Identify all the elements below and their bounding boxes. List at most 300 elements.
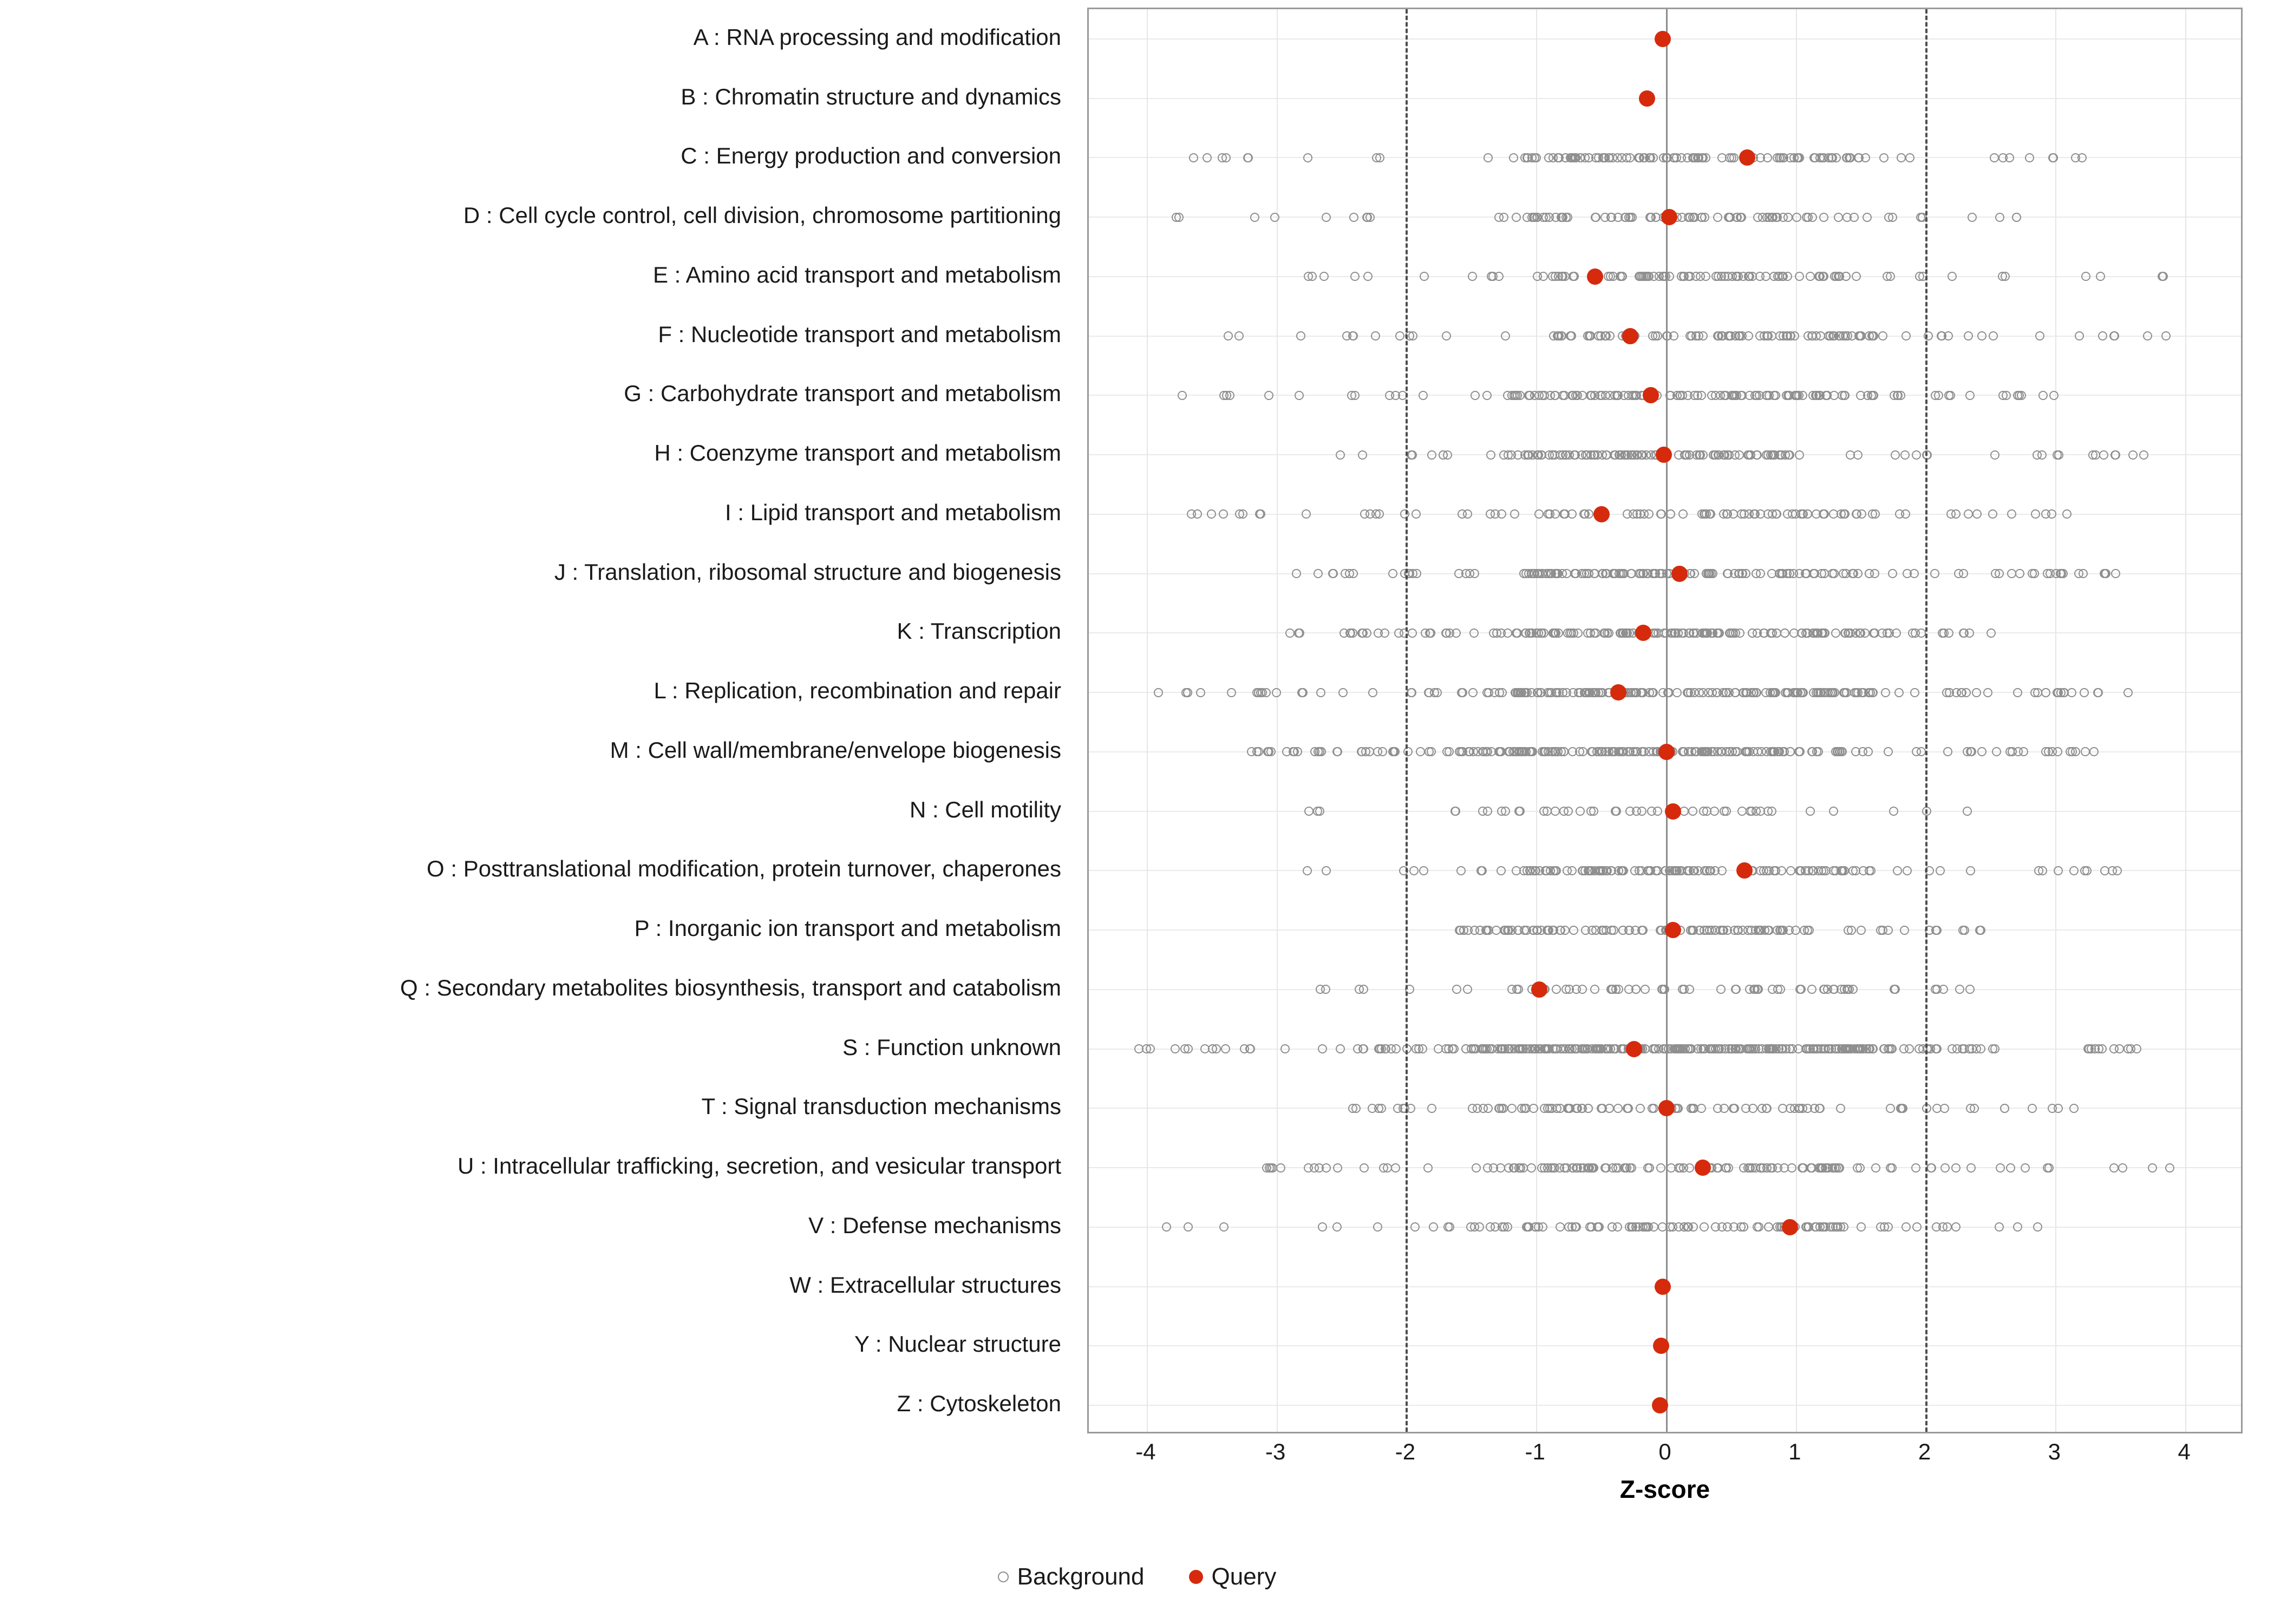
background-point (1966, 1163, 1976, 1173)
background-point (2001, 272, 2010, 281)
background-point (2161, 331, 2171, 340)
query-point (1652, 1397, 1668, 1413)
background-point (1870, 569, 1879, 578)
background-point (1966, 866, 1975, 875)
background-point (1901, 331, 1911, 340)
background-point (2013, 1222, 2022, 1232)
background-point (1373, 1222, 1382, 1232)
background-point (1739, 1222, 1748, 1232)
background-point (1893, 866, 1902, 875)
query-point (1665, 922, 1681, 938)
background-point (1548, 628, 1558, 638)
background-point (1657, 509, 1666, 519)
background-point (1851, 866, 1860, 875)
background-point (1819, 153, 1828, 162)
background-point (1525, 747, 1534, 756)
background-point (1351, 1104, 1361, 1113)
background-point (1388, 569, 1397, 578)
background-point (1304, 807, 1314, 816)
background-point (1640, 153, 1649, 162)
background-point (1316, 688, 1325, 697)
background-point (1565, 628, 1574, 638)
background-point (1900, 926, 1909, 935)
background-point (1911, 1163, 1920, 1173)
background-point (1995, 569, 2004, 578)
background-point (1295, 391, 1304, 400)
category-label: K : Transcription (897, 618, 1061, 644)
background-point (1637, 807, 1646, 816)
background-point (1224, 331, 1233, 340)
background-point (1262, 1163, 1271, 1173)
background-point (1451, 807, 1460, 816)
background-point (1752, 807, 1761, 816)
x-axis-ticks (1087, 1436, 2243, 1474)
background-point (1889, 807, 1898, 816)
background-point (1983, 688, 1992, 697)
background-point (1250, 213, 1259, 222)
background-point (1656, 926, 1665, 935)
background-point (1713, 213, 1722, 222)
background-point (1613, 1104, 1623, 1113)
background-point (1539, 807, 1548, 816)
background-point (1546, 391, 1555, 400)
background-point (1820, 688, 1829, 697)
background-point (1685, 450, 1694, 460)
background-point (1544, 153, 1553, 162)
background-point (1322, 1163, 1331, 1173)
background-point (1806, 807, 1815, 816)
background-marker-icon (998, 1571, 1009, 1582)
background-point (1552, 985, 1561, 994)
background-point (2054, 866, 2063, 875)
background-point (2049, 153, 2058, 162)
background-point (1868, 1044, 1878, 1053)
background-point (1537, 688, 1546, 697)
query-point (1643, 387, 1659, 403)
background-point (1884, 747, 1893, 756)
background-point (1806, 272, 1815, 281)
background-point (2031, 509, 2040, 519)
background-point (1767, 331, 1776, 340)
background-point (1557, 331, 1566, 340)
background-point (1551, 213, 1560, 222)
query-point (1622, 328, 1638, 344)
background-point (1383, 1163, 1392, 1173)
background-point (1783, 213, 1793, 222)
background-point (1670, 628, 1679, 638)
background-point (2021, 1163, 2030, 1173)
background-point (1203, 153, 1212, 162)
background-point (1648, 569, 1657, 578)
background-point (1667, 1163, 1676, 1173)
background-point (1377, 1104, 1386, 1113)
background-point (1500, 926, 1509, 935)
background-point (1783, 272, 1792, 281)
background-point (1554, 153, 1564, 162)
x-tick-label: 3 (2048, 1439, 2061, 1464)
background-point (1955, 985, 1964, 994)
background-point (1690, 213, 1699, 222)
background-point (1171, 1044, 1180, 1053)
background-point (1448, 1044, 1457, 1053)
background-point (1705, 926, 1714, 935)
background-point (1527, 1163, 1536, 1173)
background-point (1427, 450, 1436, 460)
background-point (1238, 509, 1247, 519)
background-point (1193, 509, 1202, 519)
background-point (1707, 1044, 1716, 1053)
background-point (1469, 628, 1479, 638)
background-point (1884, 1222, 1893, 1232)
background-point (1587, 391, 1596, 400)
background-point (1678, 509, 1688, 519)
background-point (1795, 747, 1805, 756)
background-point (1590, 569, 1599, 578)
category-label: I : Lipid transport and metabolism (725, 499, 1061, 525)
query-point (1658, 1100, 1675, 1116)
background-point (1831, 628, 1840, 638)
query-point (1661, 209, 1677, 225)
background-point (1690, 688, 1699, 697)
background-point (1332, 747, 1342, 756)
background-point (1943, 747, 1952, 756)
background-point (1189, 153, 1198, 162)
background-point (2041, 509, 2050, 519)
background-point (1858, 747, 1867, 756)
background-point (1303, 866, 1312, 875)
background-point (2028, 1104, 2037, 1113)
background-point (2089, 747, 2099, 756)
background-point (1636, 1104, 1645, 1113)
background-point (1698, 450, 1708, 460)
background-point (1567, 331, 1576, 340)
background-point (1409, 866, 1419, 875)
category-axis-labels (0, 0, 1077, 1440)
background-point (1510, 509, 1519, 519)
background-point (1368, 1104, 1377, 1113)
background-point (2098, 331, 2107, 340)
background-point (1463, 985, 1472, 994)
background-point (1743, 926, 1753, 935)
query-point (1739, 149, 1755, 166)
background-point (1490, 688, 1499, 697)
background-point (1207, 509, 1216, 519)
background-point (1683, 391, 1693, 400)
background-point (1572, 1163, 1581, 1173)
query-point (1626, 1041, 1642, 1057)
background-point (1731, 688, 1740, 697)
background-point (1494, 213, 1504, 222)
background-point (1615, 450, 1624, 460)
background-point (1375, 153, 1384, 162)
background-point (1222, 391, 1231, 400)
background-point (1529, 1104, 1538, 1113)
background-point (1270, 213, 1279, 222)
query-point (1665, 803, 1681, 820)
x-axis-title: Z-score (1619, 1475, 1710, 1503)
background-point (1809, 688, 1818, 697)
background-point (1184, 1222, 1193, 1232)
background-point (1336, 450, 1345, 460)
background-point (1489, 1163, 1498, 1173)
x-gridline (1277, 9, 1278, 1432)
background-point (1532, 153, 1541, 162)
category-label: T : Signal transduction mechanisms (701, 1093, 1061, 1119)
background-point (1886, 1104, 1895, 1113)
background-point (1694, 866, 1703, 875)
query-point (1610, 684, 1626, 700)
background-point (1512, 628, 1521, 638)
category-label: F : Nucleotide transport and metabolism (658, 321, 1061, 347)
background-point (2043, 1163, 2052, 1173)
background-point (1500, 1222, 1509, 1232)
background-point (1819, 509, 1828, 519)
background-point (2094, 688, 2103, 697)
background-point (1627, 1163, 1636, 1173)
background-point (2038, 391, 2048, 400)
background-point (1716, 985, 1726, 994)
query-point (1736, 862, 1753, 879)
background-point (1556, 1104, 1565, 1113)
background-point (2007, 569, 2016, 578)
background-point (1755, 272, 1765, 281)
background-point (1698, 688, 1708, 697)
background-point (1651, 331, 1660, 340)
background-point (1616, 628, 1625, 638)
background-point (1574, 688, 1583, 697)
background-point (1796, 985, 1806, 994)
background-point (1611, 807, 1620, 816)
background-point (1622, 153, 1631, 162)
background-point (1482, 391, 1492, 400)
background-point (1365, 747, 1374, 756)
background-point (1952, 1044, 1962, 1053)
background-point (1443, 450, 1452, 460)
background-point (1865, 331, 1874, 340)
background-point (1322, 866, 1331, 875)
background-point (1484, 926, 1493, 935)
background-point (2071, 153, 2080, 162)
background-point (1358, 1044, 1368, 1053)
background-point (2034, 866, 2043, 875)
background-point (1362, 628, 1371, 638)
background-point (1321, 985, 1330, 994)
background-point (1694, 331, 1703, 340)
background-point (1820, 569, 1829, 578)
background-point (1692, 628, 1701, 638)
background-point (1768, 1163, 1777, 1173)
background-point (2109, 1163, 2119, 1173)
background-point (1499, 450, 1508, 460)
background-point (1702, 807, 1711, 816)
background-point (1871, 1163, 1880, 1173)
background-point (1940, 1104, 1949, 1113)
background-point (1530, 213, 1539, 222)
background-point (1548, 450, 1557, 460)
background-point (1338, 688, 1348, 697)
background-point (1786, 1104, 1795, 1113)
category-label: Q : Secondary metabolites biosynthesis, transport and catabolism (400, 974, 1061, 1000)
background-point (1254, 747, 1263, 756)
background-point (1429, 1222, 1438, 1232)
background-point (2143, 331, 2152, 340)
background-point (2013, 688, 2022, 697)
background-point (1576, 807, 1585, 816)
background-point (2075, 331, 2084, 340)
background-point (1951, 1222, 1961, 1232)
background-point (1721, 1044, 1730, 1053)
background-point (1184, 1044, 1193, 1053)
background-point (1845, 153, 1854, 162)
background-point (1534, 509, 1544, 519)
background-point (1775, 153, 1784, 162)
background-point (1608, 1222, 1617, 1232)
background-point (1651, 213, 1661, 222)
background-point (1910, 569, 1919, 578)
background-point (1891, 450, 1900, 460)
background-point (1964, 509, 1973, 519)
background-point (1995, 1222, 2004, 1232)
background-point (1539, 628, 1548, 638)
category-label: A : RNA processing and modification (693, 24, 1061, 50)
background-point (1762, 866, 1771, 875)
background-point (1484, 153, 1493, 162)
background-point (2081, 747, 2090, 756)
background-point (1442, 331, 1451, 340)
background-point (1322, 213, 1331, 222)
category-label: L : Replication, recombination and repair (654, 678, 1061, 704)
background-point (1910, 688, 1919, 697)
x-gridline (2185, 9, 2186, 1432)
background-point (1649, 688, 1658, 697)
background-point (1944, 391, 1953, 400)
background-point (1809, 569, 1819, 578)
background-point (1570, 272, 1579, 281)
background-point (1643, 1163, 1652, 1173)
background-point (1792, 213, 1801, 222)
background-point (1336, 1044, 1345, 1053)
background-point (1990, 153, 1999, 162)
background-point (1486, 450, 1495, 460)
background-point (1748, 1163, 1757, 1173)
background-point (1735, 331, 1744, 340)
background-point (1951, 509, 1961, 519)
background-point (1656, 1163, 1665, 1173)
background-point (1424, 688, 1433, 697)
background-point (1591, 213, 1600, 222)
background-point (1776, 985, 1785, 994)
background-point (1610, 569, 1619, 578)
background-point (1688, 807, 1697, 816)
background-point (2069, 866, 2079, 875)
background-point (1903, 866, 1912, 875)
category-label: G : Carbohydrate transport and metabolism (624, 381, 1061, 407)
background-point (1403, 747, 1413, 756)
background-point (1368, 688, 1377, 697)
background-point (1589, 807, 1598, 816)
background-point (1863, 213, 1872, 222)
background-point (1908, 628, 1917, 638)
legend-label-background: Background (1017, 1563, 1145, 1590)
background-point (1781, 688, 1790, 697)
background-point (1282, 747, 1291, 756)
background-point (1730, 926, 1739, 935)
background-point (1623, 1104, 1632, 1113)
background-point (1463, 509, 1472, 519)
background-point (1785, 391, 1794, 400)
background-point (1945, 688, 1954, 697)
background-point (1808, 1044, 1818, 1053)
background-point (1786, 866, 1795, 875)
query-point (1658, 744, 1675, 760)
background-point (1884, 926, 1893, 935)
x-gridline (2055, 9, 2056, 1432)
background-point (1577, 450, 1586, 460)
x-gridline (1147, 9, 1148, 1432)
background-point (2028, 569, 2037, 578)
background-point (1620, 213, 1630, 222)
background-point (1607, 926, 1616, 935)
background-point (1556, 1222, 1565, 1232)
background-point (1478, 866, 1487, 875)
background-point (1610, 1044, 1619, 1053)
background-point (1940, 1163, 1950, 1173)
background-point (1881, 688, 1890, 697)
background-point (2099, 450, 2108, 460)
background-point (1764, 1222, 1773, 1232)
background-point (1859, 688, 1868, 697)
background-point (1539, 272, 1548, 281)
background-point (1930, 569, 1939, 578)
background-point (1297, 688, 1306, 697)
background-point (1852, 509, 1861, 519)
background-point (1569, 926, 1578, 935)
background-point (1280, 1044, 1290, 1053)
background-point (1240, 1044, 1249, 1053)
background-point (1990, 450, 1999, 460)
background-point (1254, 688, 1263, 697)
background-point (1777, 866, 1786, 875)
background-point (1600, 213, 1610, 222)
background-point (1531, 866, 1540, 875)
background-point (1965, 985, 1975, 994)
background-point (1976, 1044, 1985, 1053)
background-point (1654, 628, 1663, 638)
background-point (1724, 213, 1733, 222)
background-point (1605, 331, 1615, 340)
background-point (1347, 391, 1356, 400)
background-point (1900, 450, 1910, 460)
background-point (2080, 688, 2089, 697)
background-point (1614, 866, 1623, 875)
query-point (1593, 506, 1610, 522)
background-point (2030, 688, 2040, 697)
category-label: C : Energy production and conversion (681, 143, 1061, 169)
background-point (1905, 153, 1914, 162)
background-point (1744, 509, 1754, 519)
background-point (2111, 569, 2120, 578)
background-point (1842, 688, 1851, 697)
category-label: J : Translation, ribosomal structure and biogenesis (554, 559, 1061, 585)
background-point (1963, 807, 1972, 816)
background-point (1756, 569, 1765, 578)
background-point (1507, 1104, 1517, 1113)
background-point (1393, 1104, 1402, 1113)
category-label: M : Cell wall/membrane/envelope biogenesis (610, 737, 1061, 763)
background-point (1972, 688, 1981, 697)
background-point (1365, 213, 1375, 222)
background-point (1543, 1104, 1552, 1113)
